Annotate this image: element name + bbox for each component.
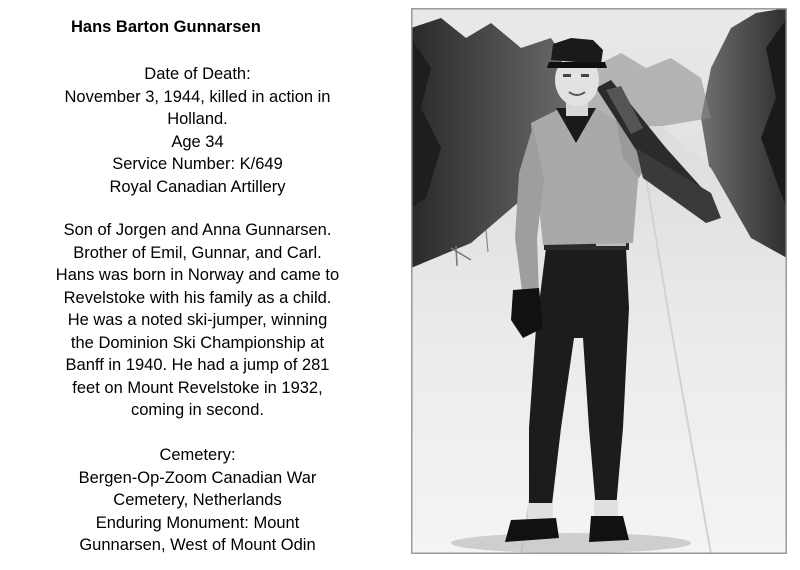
death-line: Service Number: K/649 <box>112 155 283 173</box>
skier-photo-illustration <box>411 8 787 554</box>
death-line: November 3, 1944, killed in action in <box>64 87 331 106</box>
cemetery-line: Bergen-Op-Zoom Canadian War <box>78 468 317 487</box>
biography-line: the Dominion Ski Championship at <box>70 333 325 352</box>
biography-line: He was a noted ski-jumper, winning <box>67 311 328 329</box>
biography-line: Revelstoke with his family as a child. <box>63 288 332 307</box>
biography-line: feet on Mount Revelstoke in 1932, <box>72 378 323 397</box>
cemetery-line: Cemetery, Netherlands <box>113 491 282 509</box>
biography-line: Hans was born in Norway and came to <box>55 266 340 284</box>
biography-line: Banff in 1940. He had a jump of 281 <box>65 356 330 374</box>
biography-line: coming in second. <box>131 401 264 419</box>
cemetery-line: Enduring Monument: Mount <box>95 513 300 532</box>
death-line: Holland. <box>167 110 228 128</box>
cemetery-details <box>0 444 395 557</box>
biography-line: Son of Jorgen and Anna Gunnarsen. <box>63 221 332 239</box>
cemetery-line: Cemetery: <box>159 446 236 464</box>
cemetery-line: Gunnarsen, West of Mount Odin <box>79 536 316 554</box>
person-name-heading: Hans Barton Gunnarsen <box>71 18 261 36</box>
death-line: Age 34 <box>171 132 224 151</box>
biography-paragraph <box>0 219 395 422</box>
death-line: Date of Death: <box>144 65 251 83</box>
death-details <box>0 63 395 198</box>
biography-line: Brother of Emil, Gunnar, and Carl. <box>73 243 322 262</box>
text-column <box>0 0 395 570</box>
death-line: Royal Canadian Artillery <box>109 177 286 196</box>
portrait-photo <box>411 8 787 554</box>
